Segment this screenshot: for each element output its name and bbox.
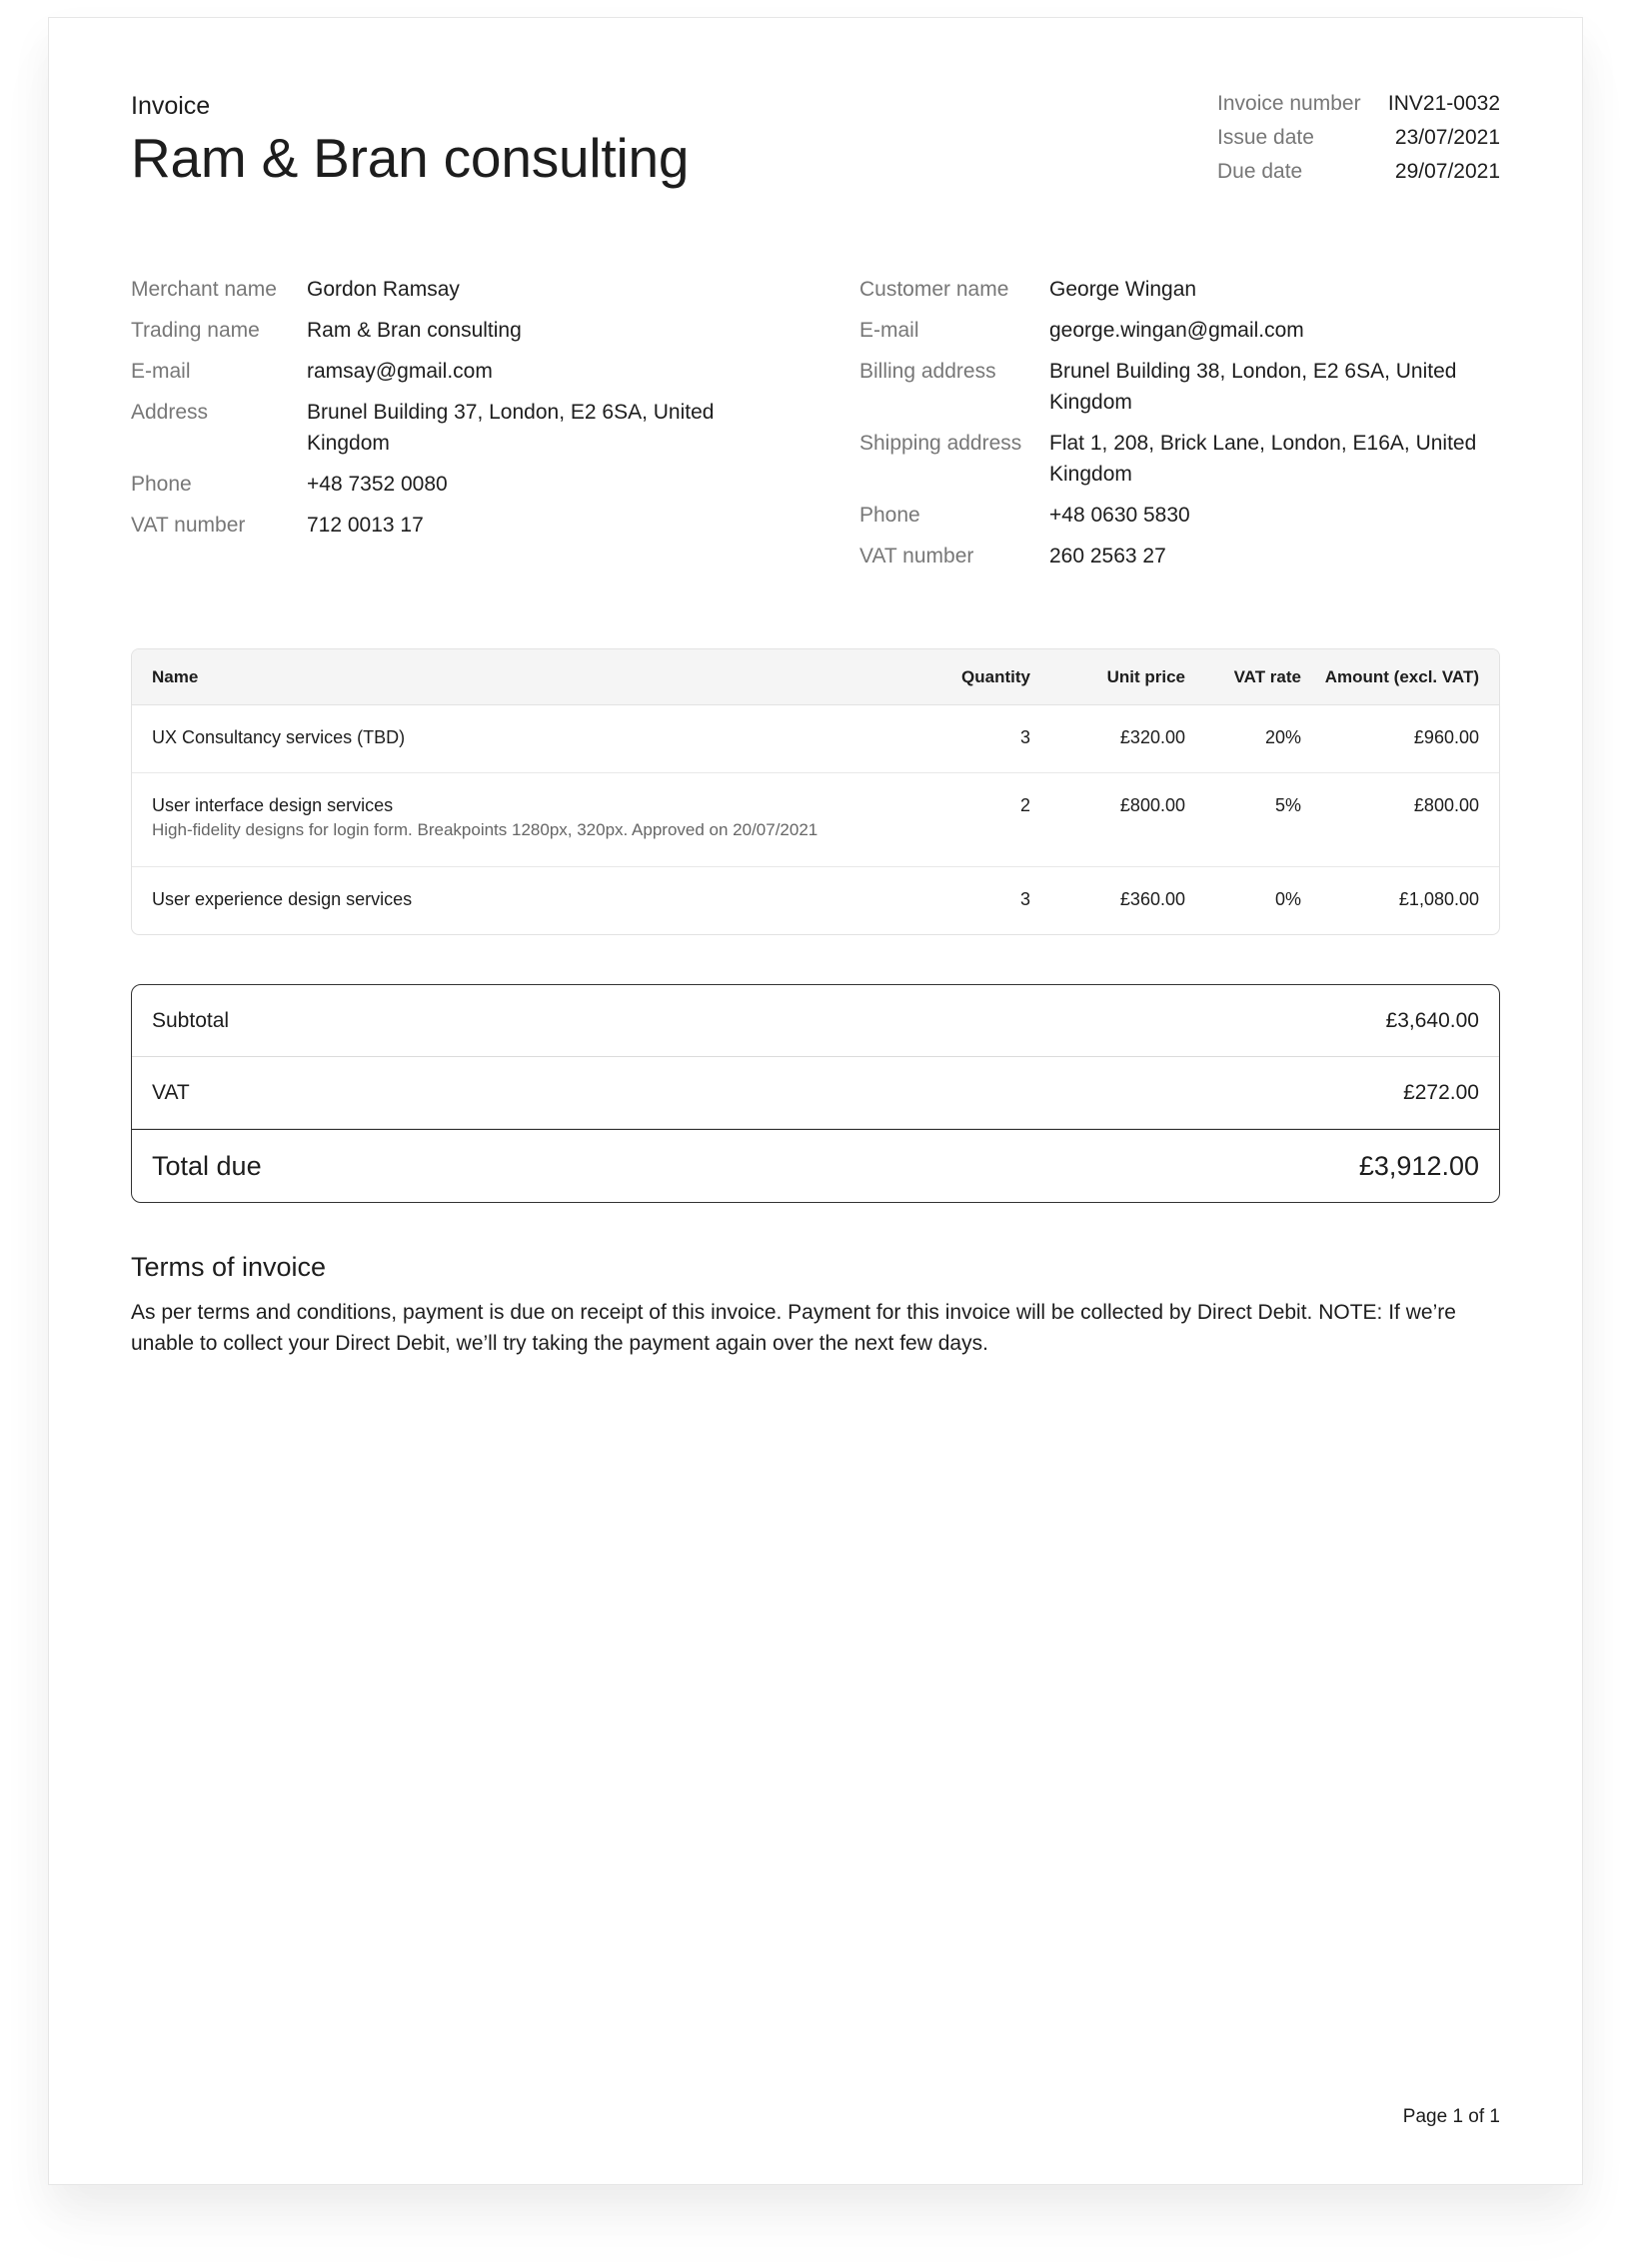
vat-value: £272.00 bbox=[1403, 1080, 1479, 1104]
vat-row bbox=[132, 1057, 1499, 1129]
merchant-row bbox=[131, 397, 721, 459]
item-name-cell bbox=[132, 773, 880, 840]
column-header-name: Name bbox=[152, 666, 199, 686]
item-amount: £1,080.00 bbox=[1398, 889, 1479, 909]
item-name: UX Consultancy services (TBD) bbox=[152, 727, 406, 747]
field-label: Phone bbox=[859, 504, 920, 527]
item-quantity: 2 bbox=[1019, 795, 1030, 815]
meta-issue-date bbox=[1217, 126, 1500, 160]
customer-row bbox=[859, 428, 1509, 490]
field-label: Address bbox=[131, 401, 209, 424]
terms-text: As per terms and conditions, payment is due on receipt of this invoice. Payment for this invoice will be collected by Direct Debit. NOTE: If we’re unable to collect your Direct Debit, we’ll try taking the payment again over the next few days. bbox=[131, 1301, 1456, 1355]
column-header-amount: Amount (excl. VAT) bbox=[1324, 666, 1479, 686]
item-unit-price: £320.00 bbox=[1119, 727, 1185, 747]
meta-invoice-number bbox=[1217, 92, 1500, 126]
meta-label: Due date bbox=[1217, 160, 1303, 183]
meta-label: Issue date bbox=[1217, 126, 1314, 149]
item-vat-rate: 20% bbox=[1264, 727, 1301, 747]
customer-details bbox=[859, 274, 1509, 581]
table-row bbox=[132, 867, 1499, 934]
terms-title: Terms of invoice bbox=[131, 1252, 327, 1282]
field-label: VAT number bbox=[131, 514, 246, 537]
field-label: Trading name bbox=[131, 319, 260, 342]
field-label: Billing address bbox=[859, 360, 996, 383]
table-row bbox=[132, 773, 1499, 867]
field-label: Phone bbox=[131, 473, 192, 496]
item-vat-rate: 0% bbox=[1274, 889, 1301, 909]
merchant-row bbox=[131, 510, 721, 541]
field-value: ramsay@gmail.com bbox=[307, 360, 493, 383]
customer-row bbox=[859, 541, 1509, 571]
field-value: +48 7352 0080 bbox=[307, 473, 448, 496]
meta-due-date bbox=[1217, 160, 1500, 194]
merchant-row bbox=[131, 274, 721, 305]
invoice-content bbox=[131, 18, 1500, 2184]
field-value: Brunel Building 37, London, E2 6SA, United Kingdom bbox=[307, 401, 715, 455]
merchant-row bbox=[131, 469, 721, 500]
item-description: High-fidelity designs for login form. Breakpoints 1280px, 320px. Approved on 20/07/2021 bbox=[152, 820, 818, 839]
item-vat-rate: 5% bbox=[1274, 795, 1301, 815]
item-amount: £800.00 bbox=[1413, 795, 1479, 815]
item-name: User experience design services bbox=[152, 889, 413, 909]
field-value: 712 0013 17 bbox=[307, 514, 424, 537]
column-header-quantity: Quantity bbox=[961, 666, 1030, 686]
item-quantity: 3 bbox=[1019, 889, 1030, 909]
field-value: george.wingan@gmail.com bbox=[1049, 319, 1304, 342]
total-due-value: £3,912.00 bbox=[1358, 1150, 1479, 1181]
table-row bbox=[132, 705, 1499, 773]
subtotal-value: £3,640.00 bbox=[1385, 1008, 1479, 1032]
customer-row bbox=[859, 315, 1509, 346]
document-title: Ram & Bran consulting bbox=[131, 127, 690, 189]
field-label: E-mail bbox=[131, 360, 191, 383]
subtotal-label: Subtotal bbox=[152, 1008, 230, 1032]
field-label: E-mail bbox=[859, 319, 919, 342]
field-value: Ram & Bran consulting bbox=[307, 319, 522, 342]
merchant-row bbox=[131, 356, 721, 387]
merchant-details bbox=[131, 274, 721, 551]
field-label: VAT number bbox=[859, 545, 974, 567]
item-name: User interface design services bbox=[152, 795, 394, 815]
field-value: +48 0630 5830 bbox=[1049, 504, 1190, 527]
meta-label: Invoice number bbox=[1217, 92, 1361, 115]
field-label: Shipping address bbox=[859, 432, 1022, 455]
item-unit-price: £800.00 bbox=[1119, 795, 1185, 815]
field-value: 260 2563 27 bbox=[1049, 545, 1166, 567]
meta-value: INV21-0032 bbox=[1387, 92, 1500, 115]
totals-box bbox=[131, 984, 1500, 1203]
field-value: Gordon Ramsay bbox=[307, 278, 460, 301]
customer-row bbox=[859, 274, 1509, 305]
column-header-vat-rate: VAT rate bbox=[1233, 666, 1301, 686]
field-value: George Wingan bbox=[1049, 278, 1197, 301]
meta-value: 29/07/2021 bbox=[1394, 160, 1500, 183]
field-value: Flat 1, 208, Brick Lane, London, E16A, United Kingdom bbox=[1049, 432, 1477, 486]
customer-row bbox=[859, 500, 1509, 531]
invoice-meta bbox=[1217, 92, 1500, 194]
item-amount: £960.00 bbox=[1413, 727, 1479, 747]
column-header-unit-price: Unit price bbox=[1106, 666, 1185, 686]
subtotal-row bbox=[132, 985, 1499, 1057]
page-number: Page 1 of 1 bbox=[1402, 2106, 1500, 2127]
document-label: Invoice bbox=[131, 92, 211, 120]
field-value: Brunel Building 38, London, E2 6SA, United Kingdom bbox=[1049, 360, 1457, 414]
invoice-page bbox=[48, 17, 1583, 2185]
merchant-row bbox=[131, 315, 721, 346]
customer-row bbox=[859, 356, 1509, 418]
meta-value: 23/07/2021 bbox=[1394, 126, 1500, 149]
vat-label: VAT bbox=[152, 1080, 190, 1104]
item-unit-price: £360.00 bbox=[1119, 889, 1185, 909]
item-quantity: 3 bbox=[1019, 727, 1030, 747]
total-due-label: Total due bbox=[152, 1150, 262, 1181]
field-label: Merchant name bbox=[131, 278, 277, 301]
total-due-row bbox=[132, 1129, 1499, 1202]
field-label: Customer name bbox=[859, 278, 1009, 301]
table-header bbox=[132, 649, 1499, 705]
line-items-table bbox=[131, 648, 1500, 935]
